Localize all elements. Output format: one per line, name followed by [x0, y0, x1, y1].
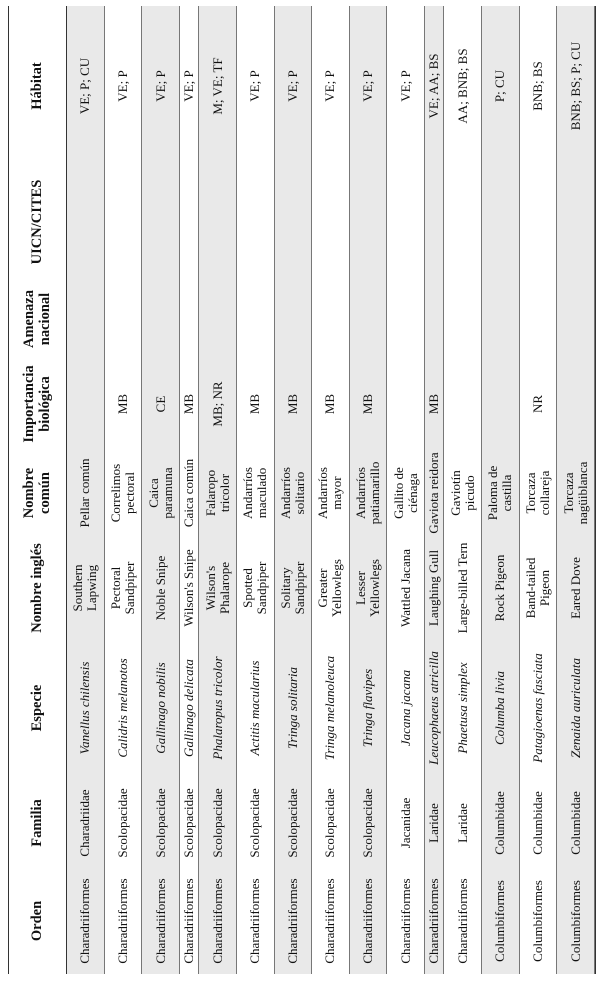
cell-especie: Leucophaeus atricilla [424, 638, 443, 778]
cell-nombre-comun: Paloma de castilla [482, 448, 520, 538]
cell-especie: Tringa solitaria [274, 638, 312, 778]
table-body [67, 6, 595, 974]
table-row [236, 6, 274, 974]
cell-orden: Charadriiformes [387, 868, 425, 974]
cell-especie: Columba livia [482, 638, 520, 778]
table-row [482, 6, 520, 974]
cell-orden: Charadriiformes [104, 868, 142, 974]
cell-nombre-ingles: Noble Snipe [142, 538, 180, 638]
cell-habitat: VE; P [142, 6, 180, 166]
cell-familia: Scolopacidae [312, 778, 350, 868]
cell-especie: Gallinago nobilis [142, 638, 180, 778]
table-row [387, 6, 425, 974]
cell-familia: Scolopacidae [179, 778, 198, 868]
cell-especie: Gallinago delicata [179, 638, 198, 778]
cell-habitat: P; CU [482, 6, 520, 166]
cell-habitat: VE; P [104, 6, 142, 166]
cell-especie: Jacana jacana [387, 638, 425, 778]
cell-habitat: BNB; BS [519, 6, 557, 166]
cell-importancia: NR [519, 360, 557, 448]
cell-habitat: VE; AA; BS [424, 6, 443, 166]
cell-nombre-comun: Andarríos maculado [236, 448, 274, 538]
cell-especie: Tringa melanoleuca [312, 638, 350, 778]
page-rule-right [595, 6, 596, 974]
cell-importancia: CE [142, 360, 180, 448]
cell-uicn [199, 166, 237, 278]
cell-orden: Charadriiformes [142, 868, 180, 974]
cell-importancia: MB [274, 360, 312, 448]
cell-orden: Charadriiformes [274, 868, 312, 974]
cell-nombre-ingles: Spotted Sandpiper [236, 538, 274, 638]
cell-especie: Phalaropus tricolor [199, 638, 237, 778]
cell-especie: Actitis macularius [236, 638, 274, 778]
cell-uicn [349, 166, 387, 278]
header-row [8, 6, 67, 974]
table-row [199, 6, 237, 974]
cell-habitat: VE; P [349, 6, 387, 166]
cell-habitat: VE; P; CU [67, 6, 105, 166]
cell-importancia: MB [349, 360, 387, 448]
cell-nombre-ingles: Lesser Yellowlegs [349, 538, 387, 638]
cell-amenaza [142, 278, 180, 360]
cell-habitat: BNB; BS; P; CU [557, 6, 595, 166]
cell-nombre-ingles: Band-tailed Pigeon [519, 538, 557, 638]
cell-uicn [519, 166, 557, 278]
cell-importancia [444, 360, 482, 448]
cell-familia: Columbidae [519, 778, 557, 868]
cell-importancia: MB [312, 360, 350, 448]
cell-uicn [312, 166, 350, 278]
cell-importancia [557, 360, 595, 448]
cell-amenaza [199, 278, 237, 360]
cell-nombre-ingles: Southern Lapwing [67, 538, 105, 638]
cell-nombre-ingles: Rock Pigeon [482, 538, 520, 638]
cell-uicn [424, 166, 443, 278]
cell-especie: Phaetusa simplex [444, 638, 482, 778]
cell-habitat: VE; P [274, 6, 312, 166]
table-row [444, 6, 482, 974]
cell-importancia: MB [179, 360, 198, 448]
cell-nombre-comun: Andarríos solitario [274, 448, 312, 538]
cell-familia: Scolopacidae [236, 778, 274, 868]
cell-habitat: AA; BNB; BS [444, 6, 482, 166]
header-amenaza: Amenaza nacional [8, 278, 67, 360]
cell-nombre-comun: Gaviota reidora [424, 448, 443, 538]
cell-amenaza [67, 278, 105, 360]
header-especie: Especie [8, 638, 67, 778]
header-importancia: Importancia biológica [8, 360, 67, 448]
cell-amenaza [387, 278, 425, 360]
cell-uicn [104, 166, 142, 278]
cell-amenaza [274, 278, 312, 360]
cell-familia: Laridae [424, 778, 443, 868]
cell-familia: Scolopacidae [142, 778, 180, 868]
cell-familia: Scolopacidae [199, 778, 237, 868]
cell-amenaza [349, 278, 387, 360]
header-habitat: Hábitat [8, 6, 67, 166]
cell-nombre-comun: Torcaza collareja [519, 448, 557, 538]
cell-uicn [142, 166, 180, 278]
cell-amenaza [444, 278, 482, 360]
cell-familia: Columbidae [482, 778, 520, 868]
table-row [104, 6, 142, 974]
cell-nombre-ingles: Wilson's Snipe [179, 538, 198, 638]
header-familia: Familia [8, 778, 67, 868]
header-uicn: UICN/CITES [8, 166, 67, 278]
cell-nombre-ingles: Wattled Jacana [387, 538, 425, 638]
cell-importancia [482, 360, 520, 448]
table-row [349, 6, 387, 974]
cell-nombre-ingles: Solitary Sandpiper [274, 538, 312, 638]
table-row [142, 6, 180, 974]
cell-orden: Charadriiformes [444, 868, 482, 974]
cell-orden: Charadriiformes [67, 868, 105, 974]
cell-amenaza [312, 278, 350, 360]
cell-amenaza [179, 278, 198, 360]
cell-uicn [179, 166, 198, 278]
cell-nombre-comun: Falaropo tricolor [199, 448, 237, 538]
cell-habitat: VE; P [312, 6, 350, 166]
cell-nombre-comun: Caica común [179, 448, 198, 538]
cell-importancia: MB [236, 360, 274, 448]
species-table-wrapper [8, 6, 595, 974]
cell-importancia [67, 360, 105, 448]
cell-familia: Scolopacidae [104, 778, 142, 868]
cell-familia: Charadriidae [67, 778, 105, 868]
cell-orden: Charadriiformes [312, 868, 350, 974]
cell-amenaza [557, 278, 595, 360]
species-table [8, 6, 595, 974]
header-orden: Orden [8, 868, 67, 974]
cell-nombre-comun: Correlimos pectoral [104, 448, 142, 538]
cell-familia: Columbidae [557, 778, 595, 868]
table-row [67, 6, 105, 974]
cell-nombre-comun: Andarríos mayor [312, 448, 350, 538]
cell-familia: Scolopacidae [349, 778, 387, 868]
cell-especie: Tringa flavipes [349, 638, 387, 778]
table-row [274, 6, 312, 974]
cell-nombre-ingles: Pectoral Sandpiper [104, 538, 142, 638]
cell-nombre-comun: Gaviotín picudo [444, 448, 482, 538]
cell-nombre-ingles: Eared Dove [557, 538, 595, 638]
cell-uicn [67, 166, 105, 278]
cell-amenaza [104, 278, 142, 360]
cell-nombre-comun: Torcaza nagüiblanca [557, 448, 595, 538]
cell-nombre-comun: Gallito de ciénaga [387, 448, 425, 538]
cell-uicn [557, 166, 595, 278]
cell-importancia: MB [104, 360, 142, 448]
cell-familia: Jacanidae [387, 778, 425, 868]
table-row [424, 6, 443, 974]
cell-amenaza [424, 278, 443, 360]
cell-importancia: MB [424, 360, 443, 448]
cell-orden: Charadriiformes [424, 868, 443, 974]
cell-nombre-ingles: Laughing Gull [424, 538, 443, 638]
cell-uicn [274, 166, 312, 278]
table-row [519, 6, 557, 974]
cell-nombre-ingles: Wilson's Phalarope [199, 538, 237, 638]
cell-uicn [387, 166, 425, 278]
cell-habitat: VE; P [387, 6, 425, 166]
cell-nombre-comun: Caica paramuna [142, 448, 180, 538]
table-row [312, 6, 350, 974]
cell-uicn [236, 166, 274, 278]
cell-habitat: VE; P [179, 6, 198, 166]
cell-orden: Charadriiformes [349, 868, 387, 974]
cell-habitat: VE; P [236, 6, 274, 166]
cell-importancia: MB; NR [199, 360, 237, 448]
cell-habitat: M; VE; TF [199, 6, 237, 166]
cell-orden: Columbiformes [482, 868, 520, 974]
cell-amenaza [236, 278, 274, 360]
cell-especie: Zenaida auriculata [557, 638, 595, 778]
cell-familia: Laridae [444, 778, 482, 868]
table-row [179, 6, 198, 974]
table-row [557, 6, 595, 974]
cell-especie: Vanellus chilensis [67, 638, 105, 778]
cell-especie: Patagioenas fasciata [519, 638, 557, 778]
cell-amenaza [519, 278, 557, 360]
cell-familia: Scolopacidae [274, 778, 312, 868]
header-nombre-ingles: Nombre inglés [8, 538, 67, 638]
cell-orden: Charadriiformes [199, 868, 237, 974]
cell-nombre-ingles: Greater Yellowlegs [312, 538, 350, 638]
cell-orden: Charadriiformes [236, 868, 274, 974]
cell-nombre-comun: Andarríos patiamarillo [349, 448, 387, 538]
cell-especie: Calidris melanotos [104, 638, 142, 778]
cell-importancia [387, 360, 425, 448]
cell-orden: Columbiformes [519, 868, 557, 974]
cell-amenaza [482, 278, 520, 360]
cell-uicn [444, 166, 482, 278]
header-nombre-comun: Nombre común [8, 448, 67, 538]
cell-orden: Charadriiformes [179, 868, 198, 974]
cell-uicn [482, 166, 520, 278]
cell-nombre-ingles: Large-billed Tern [444, 538, 482, 638]
cell-nombre-comun: Pellar común [67, 448, 105, 538]
cell-orden: Columbiformes [557, 868, 595, 974]
